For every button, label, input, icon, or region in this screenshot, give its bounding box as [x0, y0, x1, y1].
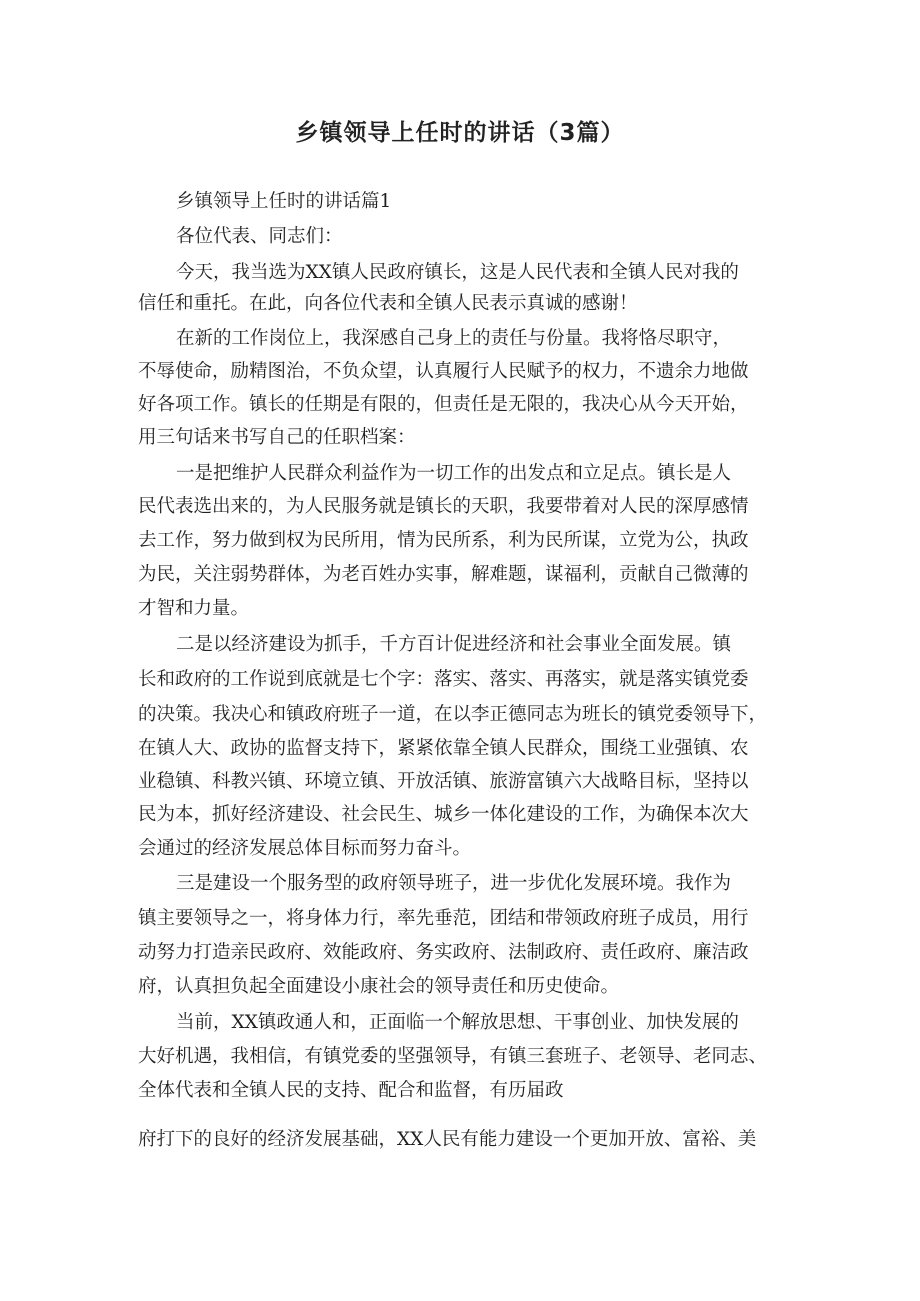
- paragraph-line: 为民，关注弱势群体，为老百姓办实事，解难题，谋福利，贡献自己微薄的: [138, 564, 749, 585]
- paragraph-line: 大好机遇，我相信，有镇党委的坚强领导，有镇三套班子、老领导、老同志、: [138, 1046, 768, 1067]
- salutation: 各位代表、同志们：: [176, 226, 343, 247]
- paragraph-line: 全体代表和全镇人民的支持、配合和监督，有历届政: [138, 1080, 564, 1101]
- paragraph-line: 民为本，抓好经济建设、社会民生、城乡一体化建设的工作，为确保本次大: [138, 804, 749, 825]
- paragraph-line: 用三句话来书写自己的任职档案：: [138, 427, 416, 448]
- paragraph-line: 动努力打造亲民政府、效能政府、务实政府、法制政府、责任政府、廉洁政: [138, 942, 749, 963]
- paragraph-line: 府，认真担负起全面建设小康社会的领导责任和历史使命。: [138, 976, 620, 997]
- page-title: 乡镇领导上任时的讲话（3篇）: [295, 120, 625, 146]
- paragraph-line: 去工作，努力做到权为民所用，情为民所系，利为民所谋，立党为公，执政: [138, 530, 749, 551]
- paragraph-line: 不辱使命，励精图治，不负众望，认真履行人民赋予的权力，不遗余力地做: [138, 361, 749, 382]
- paragraph-line: 业稳镇、科教兴镇、环境立镇、开放活镇、旅游富镇六大战略目标，坚持以: [138, 771, 749, 792]
- paragraph-line: 三是建设一个服务型的政府领导班子，进一步优化发展环境。我作为: [176, 873, 732, 894]
- paragraph-line: 今天，我当选为XX镇人民政府镇长，这是人民代表和全镇人民对我的: [176, 262, 739, 283]
- paragraph-line: 在新的工作岗位上，我深感自己身上的责任与份量。我将恪尽职守，: [176, 328, 732, 349]
- paragraph-line: 的决策。我决心和镇政府班子一道，在以李正德同志为班长的镇党委领导下，: [138, 704, 768, 725]
- paragraph-line: 信任和重托。在此，向各位代表和全镇人民表示真诚的感谢！: [138, 293, 638, 314]
- paragraph-line: 长和政府的工作说到底就是七个字：落实、落实、再落实，就是落实镇党委: [138, 669, 749, 690]
- section-heading: 乡镇领导上任时的讲话篇1: [176, 191, 392, 212]
- paragraph-line: 当前，XX镇政通人和，正面临一个解放思想、干事创业、加快发展的: [176, 1012, 739, 1033]
- paragraph-line: 一是把维护人民群众利益作为一切工作的出发点和立足点。镇长是人: [176, 463, 732, 484]
- paragraph-line: 府打下的良好的经济发展基础，XX人民有能力建设一个更加开放、富裕、美: [138, 1129, 757, 1150]
- paragraph-line: 二是以经济建设为抓手，千方百计促进经济和社会事业全面发展。镇: [176, 634, 732, 655]
- paragraph-line: 在镇人大、政协的监督支持下，紧紧依靠全镇人民群众，围绕工业强镇、农: [138, 738, 749, 759]
- paragraph-line: 会通过的经济发展总体目标而努力奋斗。: [138, 838, 472, 859]
- paragraph-line: 才智和力量。: [138, 598, 250, 619]
- paragraph-line: 镇主要领导之一，将身体力行，率先垂范，团结和带领政府班子成员，用行: [138, 908, 749, 929]
- paragraph-line: 民代表选出来的，为人民服务就是镇长的天职，我要带着对人民的深厚感情: [138, 496, 749, 517]
- paragraph-line: 好各项工作。镇长的任期是有限的，但责任是无限的，我决心从今天开始，: [138, 394, 749, 415]
